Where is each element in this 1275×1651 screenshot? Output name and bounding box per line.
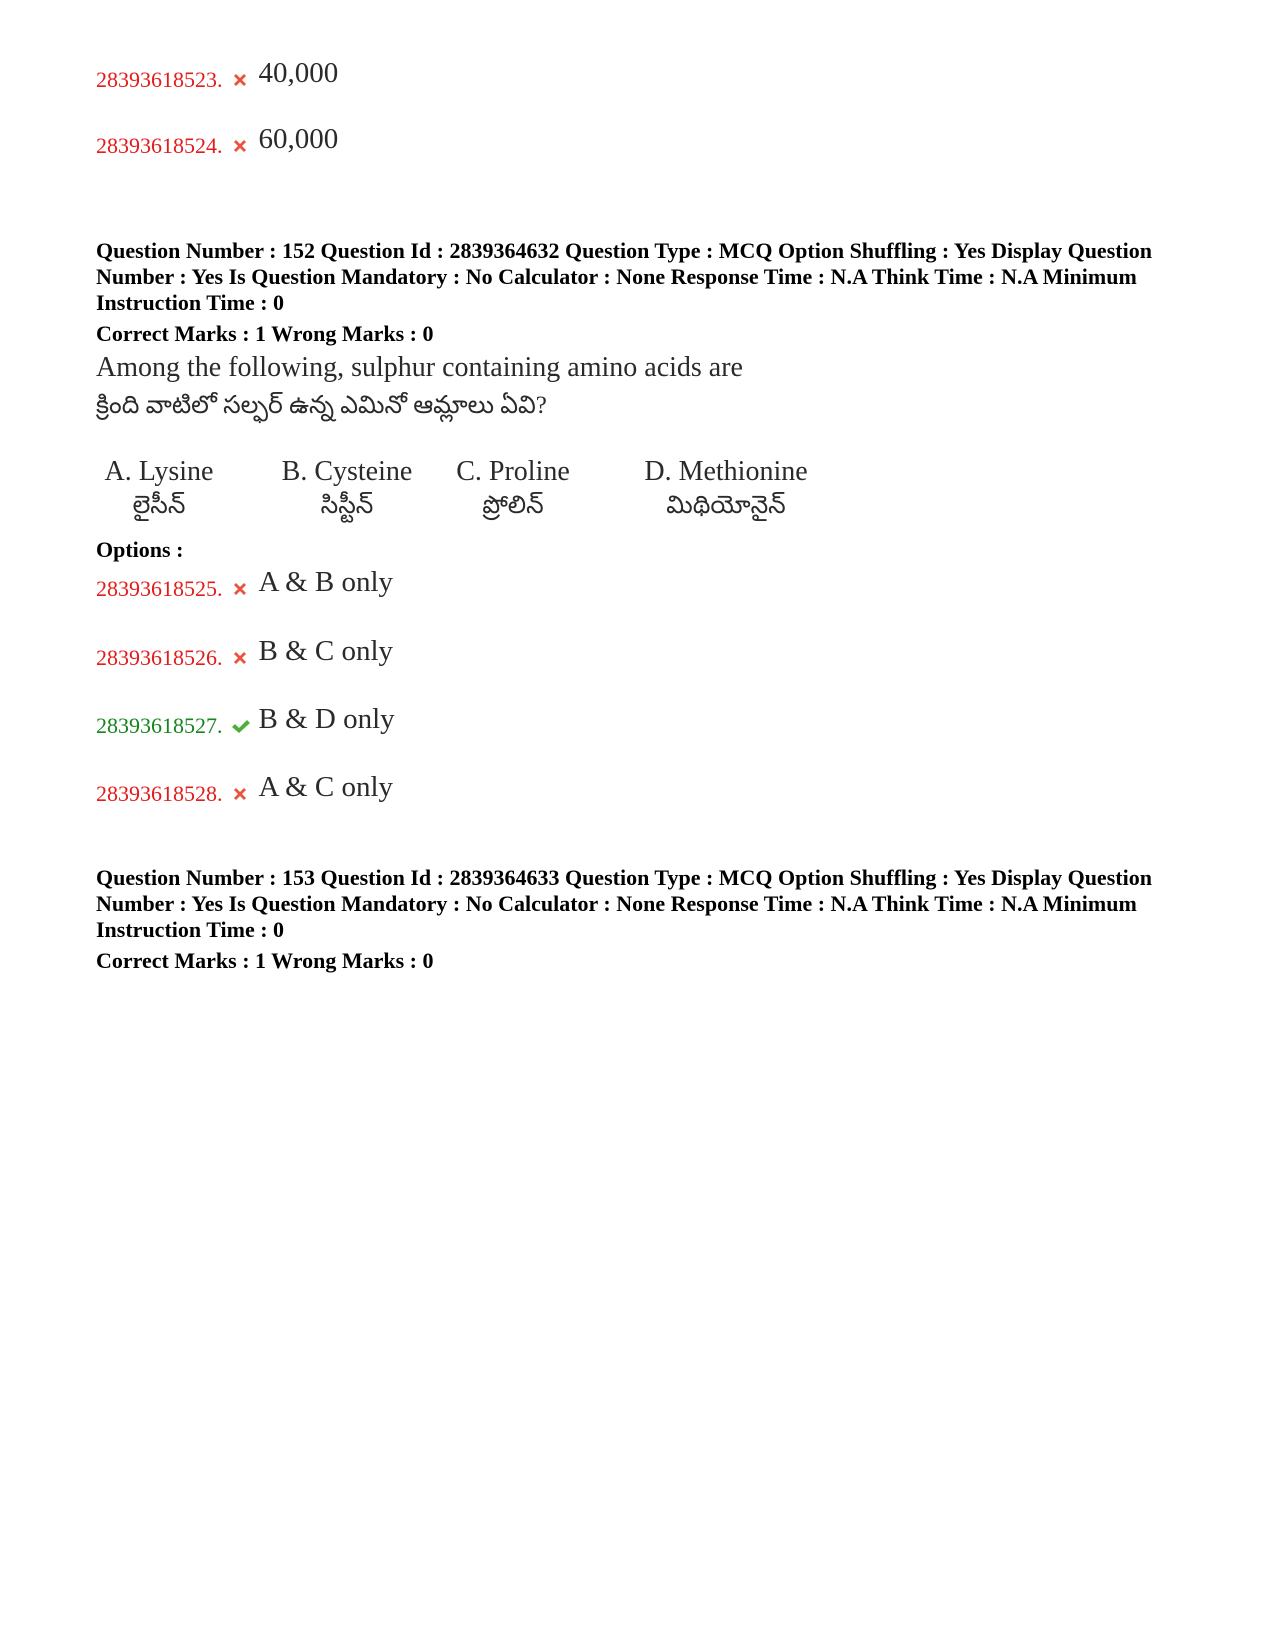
option-text: 40,000 (258, 57, 339, 89)
option-text: B & D only (258, 703, 395, 735)
question-text-english: Among the following, sulphur containing amino acids are (96, 352, 743, 383)
choice-label: D. Methionine (644, 456, 808, 487)
option-row (96, 57, 339, 92)
option-id: 28393618523. (96, 67, 223, 92)
option-row (96, 771, 394, 806)
options-heading: Options : (96, 537, 184, 562)
question-text-telugu: క్రింది వాటిలో సల్ఫర్ ఉన్న ఎమినో ఆమ్లాలు ఏవి? (96, 392, 547, 419)
option-text: 60,000 (258, 123, 339, 155)
cross-icon (231, 137, 249, 155)
cross-icon (231, 71, 249, 89)
option-id: 28393618524. (96, 133, 223, 158)
option-text: B & C only (258, 635, 394, 667)
choice-telugu: ప్రోలిన్ (482, 492, 544, 519)
option-id: 28393618528. (96, 781, 223, 806)
check-icon (231, 717, 249, 735)
option-row (96, 123, 339, 158)
choice-c (448, 455, 578, 523)
question-meta: Question Number : 153 Question Id : 2839364633 Question Type : MCQ Option Shuffling : Yes Display Question Number : Yes Is Question Mandatory : No Calculator : None Response Time : N.A Think Time : N.A Minimum Instruction Time : 0 (96, 865, 1152, 942)
option-id: 28393618527. (96, 713, 223, 738)
question-meta: Question Number : 152 Question Id : 2839364632 Question Type : MCQ Option Shuffling : Yes Display Question Number : Yes Is Question Mandatory : No Calculator : None Response Time : N.A Think Time : N.A Minimum Instruction Time : 0 (96, 238, 1152, 315)
option-row (96, 635, 394, 670)
option-text: A & B only (258, 566, 394, 598)
cross-icon (231, 580, 249, 598)
choice-telugu: మిథియోనైన్ (666, 492, 786, 519)
option-row-correct (96, 703, 395, 738)
option-id: 28393618526. (96, 645, 223, 670)
choice-a (96, 455, 222, 523)
choice-telugu: లైసీన్ (132, 492, 186, 519)
choice-telugu: సిస్టీన్ (320, 492, 374, 519)
option-id: 28393618525. (96, 576, 223, 601)
option-row (96, 566, 394, 601)
choice-b (272, 455, 422, 523)
cross-icon (231, 649, 249, 667)
question-marks: Correct Marks : 1 Wrong Marks : 0 (96, 321, 434, 346)
cross-icon (231, 785, 249, 803)
question-marks: Correct Marks : 1 Wrong Marks : 0 (96, 948, 434, 973)
choice-label: A. Lysine (104, 456, 214, 487)
choice-label: C. Proline (456, 456, 570, 487)
option-text: A & C only (258, 771, 394, 803)
choice-d (626, 455, 826, 523)
choice-label: B. Cysteine (281, 456, 413, 487)
